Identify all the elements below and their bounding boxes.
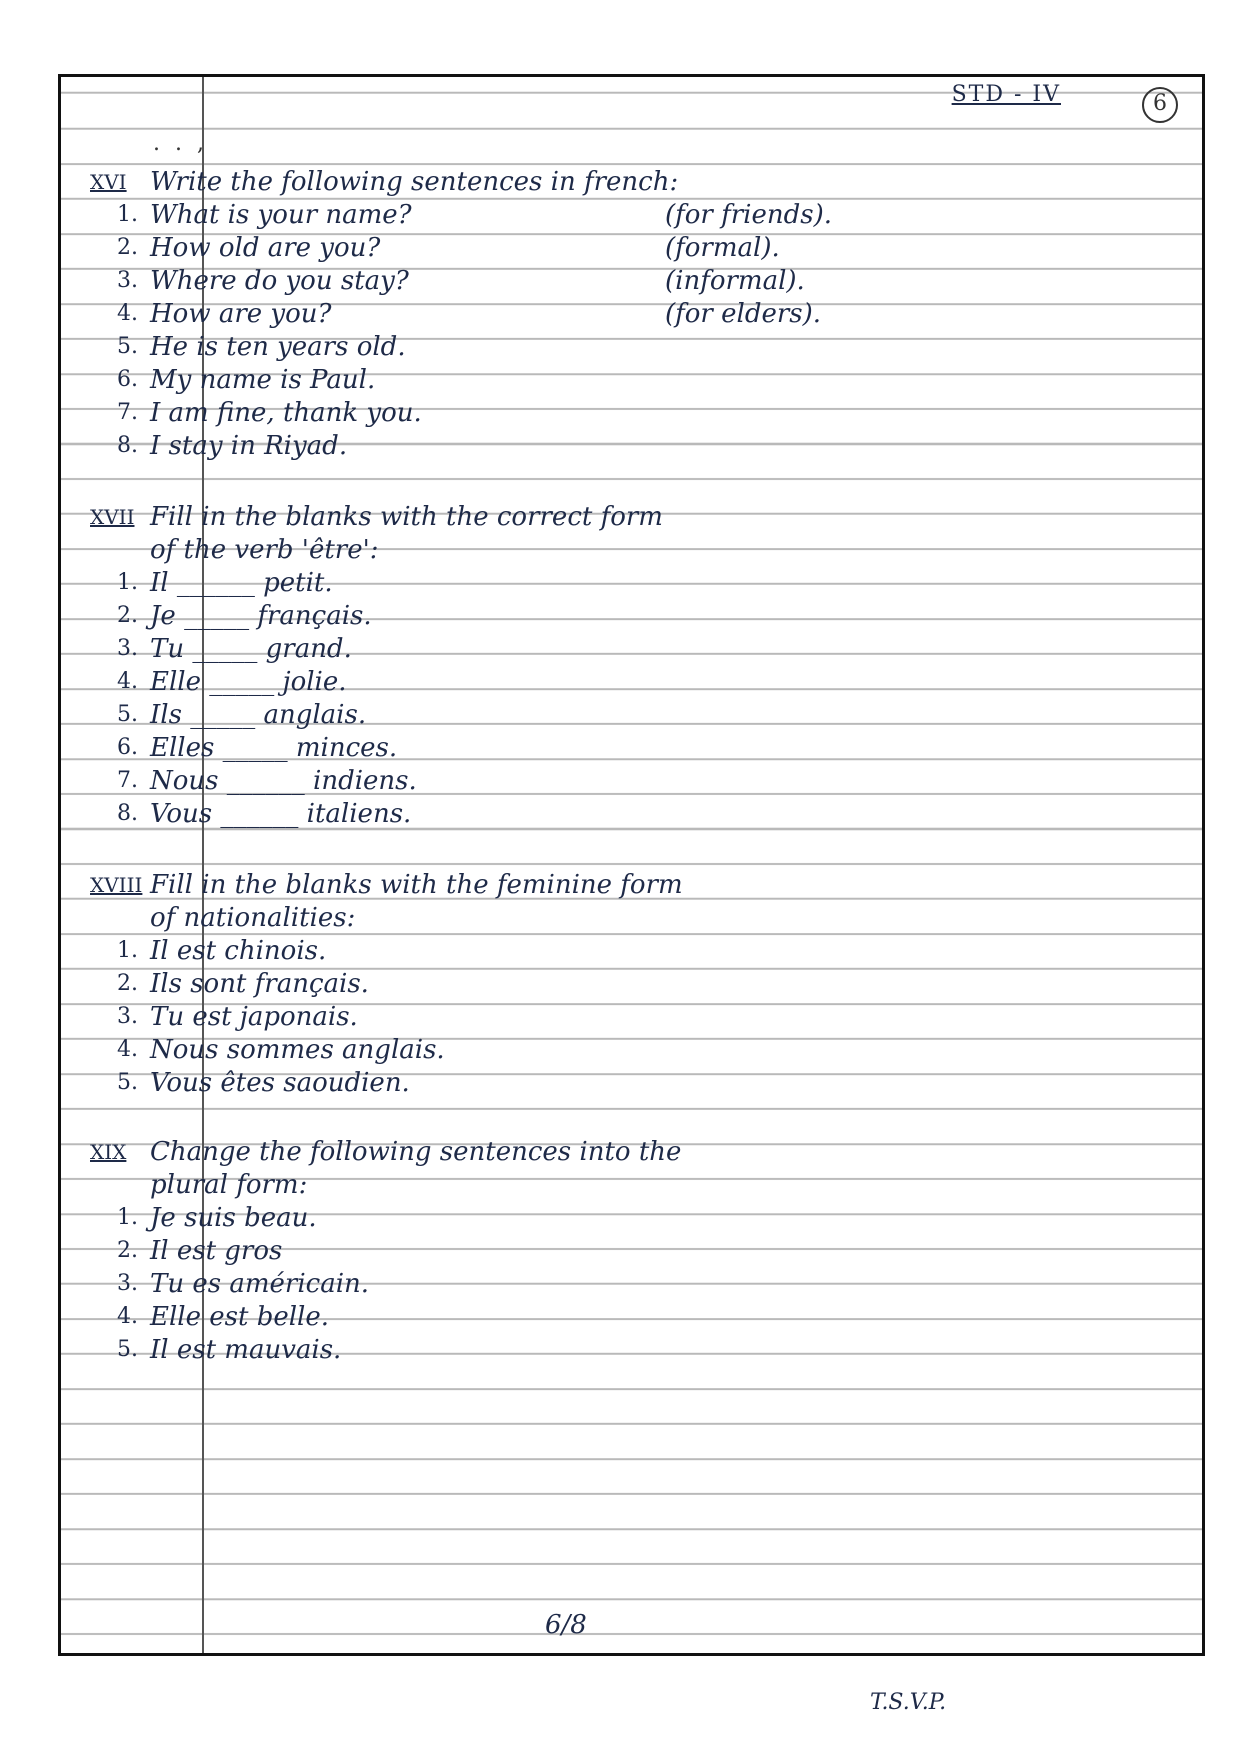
item-number: 5. <box>117 1070 138 1095</box>
item-number: 7. <box>117 768 138 793</box>
section-heading-text: Fill in the blanks with the correct form <box>150 502 663 532</box>
item-number: 5. <box>117 702 138 727</box>
item-number: 6. <box>117 367 138 392</box>
item-number: 3. <box>117 1004 138 1029</box>
pen-marks: . . , <box>153 131 208 156</box>
item-text: Where do you stay? <box>150 266 409 296</box>
item-number: 3. <box>117 636 138 661</box>
item-number: 2. <box>117 603 138 628</box>
item-text: Vous êtes saoudien. <box>150 1068 410 1098</box>
section-heading-text: plural form: <box>150 1170 308 1200</box>
item-text: Nous sommes anglais. <box>150 1035 445 1065</box>
circled-page-number: 6 <box>1142 87 1178 123</box>
item-number: 3. <box>117 268 138 293</box>
item-number: 4. <box>117 301 138 326</box>
item-number: 7. <box>117 400 138 425</box>
item-number: 4. <box>117 669 138 694</box>
item-text: Elle est belle. <box>150 1302 330 1332</box>
item-text: Elles _____ minces. <box>150 733 398 763</box>
item-text: Ils _____ anglais. <box>150 700 367 730</box>
item-text: Elle _____ jolie. <box>150 667 347 697</box>
item-number: 2. <box>117 235 138 260</box>
item-text: Je _____ français. <box>150 601 372 631</box>
item-note: (formal). <box>665 233 780 263</box>
item-text: How old are you? <box>150 233 381 263</box>
section-numeral: XVII <box>90 505 135 529</box>
item-note: (for elders). <box>665 299 822 329</box>
continue-note: T.S.V.P. <box>870 1690 947 1715</box>
section-heading-text: Change the following sentences into the <box>150 1137 682 1167</box>
item-text: Il est gros <box>150 1236 283 1266</box>
item-text: Ils sont français. <box>150 969 369 999</box>
item-text: Il est chinois. <box>150 936 327 966</box>
item-text: I stay in Riyad. <box>150 431 348 461</box>
item-number: 5. <box>117 334 138 359</box>
item-number: 8. <box>117 433 138 458</box>
item-text: Il est mauvais. <box>150 1335 342 1365</box>
item-text: How are you? <box>150 299 332 329</box>
item-number: 6. <box>117 735 138 760</box>
item-number: 1. <box>117 202 138 227</box>
item-text: Nous ______ indiens. <box>150 766 417 796</box>
section-heading-text: Fill in the blanks with the feminine form <box>150 870 683 900</box>
section-heading-text: of the verb 'être': <box>150 535 379 565</box>
item-text: Tu es américain. <box>150 1269 370 1299</box>
section-numeral: XIX <box>90 1140 127 1164</box>
item-number: 1. <box>117 938 138 963</box>
item-text: Tu est japonais. <box>150 1002 358 1032</box>
item-number: 1. <box>117 1205 138 1230</box>
class-label: STD - IV <box>951 82 1061 107</box>
section-numeral: XVI <box>90 170 127 194</box>
item-number: 4. <box>117 1304 138 1329</box>
item-number: 3. <box>117 1271 138 1296</box>
item-note: (for friends). <box>665 200 833 230</box>
item-number: 5. <box>117 1337 138 1362</box>
item-text: I am fine, thank you. <box>150 398 422 428</box>
item-text: He is ten years old. <box>150 332 406 362</box>
item-number: 8. <box>117 801 138 826</box>
item-text: Vous ______ italiens. <box>150 799 412 829</box>
item-text: What is your name? <box>150 200 412 230</box>
item-text: Il ______ petit. <box>150 568 333 598</box>
section-heading-text: of nationalities: <box>150 903 356 933</box>
item-number: 2. <box>117 971 138 996</box>
item-text: Je suis beau. <box>150 1203 317 1233</box>
item-number: 1. <box>117 570 138 595</box>
page-fraction: 6/8 <box>545 1610 587 1640</box>
item-number: 4. <box>117 1037 138 1062</box>
item-number: 2. <box>117 1238 138 1263</box>
section-heading-text: Write the following sentences in french: <box>150 167 679 197</box>
item-text: Tu _____ grand. <box>150 634 352 664</box>
item-text: My name is Paul. <box>150 365 376 395</box>
item-note: (informal). <box>665 266 805 296</box>
section-numeral: XVIII <box>90 873 143 897</box>
